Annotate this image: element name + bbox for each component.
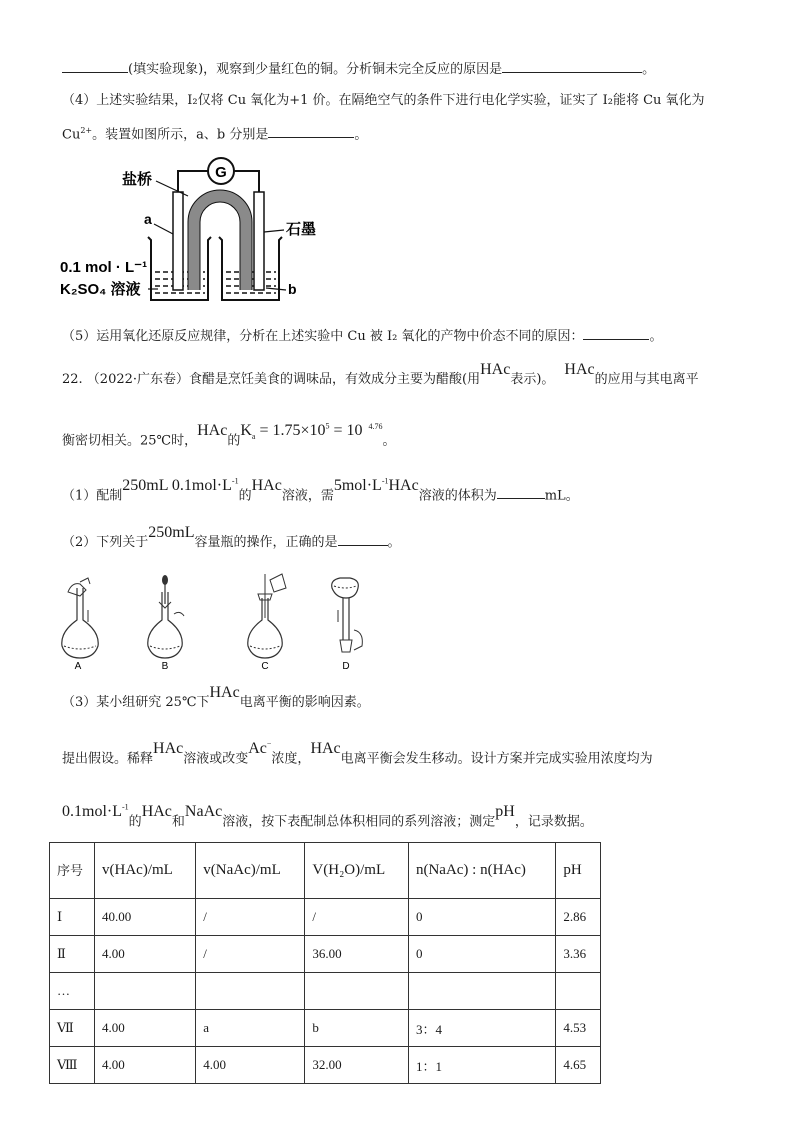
hac-symbol: HAc	[564, 361, 595, 378]
stock-solution	[334, 477, 419, 494]
conc-exponent: -1	[122, 803, 129, 812]
amount-text: 250mL 0.1mol·L	[122, 477, 232, 495]
de-char: 的	[227, 433, 241, 449]
electrode-a	[173, 192, 183, 290]
hypothesis-text1: 提出假设。稀释	[62, 751, 154, 767]
q1-suffix: 溶液的体积为	[418, 488, 497, 504]
cu-symbol: Cu	[62, 127, 81, 143]
wire-right	[234, 171, 259, 192]
q1-mid-text: 溶液，需	[281, 488, 334, 504]
cu-charge: 2+	[80, 126, 93, 135]
answer-blank-reason[interactable]	[502, 60, 642, 73]
graphite-label: 石墨	[286, 221, 317, 238]
q22-2-line	[62, 524, 401, 552]
solution-label-line2: K₂SO₄ 溶液	[60, 281, 141, 298]
period: 。	[387, 535, 401, 550]
cell-index: Ⅱ	[50, 936, 95, 973]
galvanometer	[208, 158, 234, 184]
cell-v-naac	[196, 973, 305, 1010]
cell-v-h2o	[305, 973, 409, 1010]
answer-blank-ab[interactable]	[268, 125, 354, 138]
cell-ph: 4.53	[556, 1010, 601, 1047]
hypothesis-line	[62, 740, 653, 768]
de-char: 的	[128, 814, 142, 830]
cell-ph: 2.86	[556, 899, 601, 936]
header-v-hac: v(HAc)/mL	[95, 843, 196, 899]
q3-suffix: 电离平衡的影响因素。	[239, 695, 370, 710]
cell-ph: 3.36	[556, 936, 601, 973]
hac-symbol: HAc	[153, 740, 184, 758]
cell-v-naac: a	[196, 1010, 305, 1047]
hypothesis-text2: 溶液或改变	[183, 751, 249, 767]
answer-blank-phenomenon[interactable]	[62, 60, 128, 73]
answer-blank-q2[interactable]	[338, 533, 388, 546]
option-b-label: B	[161, 661, 169, 670]
conc-text: 0.1mol·L	[62, 803, 122, 821]
q2-suffix: 容量瓶的操作，正确的是	[194, 535, 338, 550]
cell-index: Ⅶ	[50, 1010, 95, 1047]
cell-v-hac: 40.00	[95, 899, 196, 936]
period: 。	[649, 329, 663, 344]
electrode-graphite	[254, 192, 264, 290]
hac-symbol: HAc	[480, 361, 511, 378]
stock-text: 5mol·L	[333, 477, 382, 495]
option-d-label: D	[342, 661, 350, 670]
q22-intro-text3: 的应用与其电离平	[594, 372, 699, 387]
option-b-figure[interactable]	[148, 575, 184, 670]
option-c-figure[interactable]	[248, 574, 286, 670]
hac-symbol: HAc	[197, 422, 228, 440]
period: 。	[382, 433, 396, 449]
cell-ph	[556, 973, 601, 1010]
cell-ph: 4.65	[556, 1047, 601, 1084]
hypothesis-text3: 浓度，	[271, 751, 311, 767]
concentration	[62, 803, 129, 820]
cell-v-hac	[95, 973, 196, 1010]
period: 。	[354, 127, 368, 143]
ac-symbol: Ac	[248, 740, 267, 758]
hac-symbol: HAc	[141, 803, 172, 821]
cell-v-hac: 4.00	[95, 936, 196, 973]
ml-unit: mL。	[544, 488, 579, 504]
q4-line2	[62, 122, 367, 144]
amount-exponent: -1	[231, 477, 239, 486]
q3-prefix: （3）某小组研究 25℃下	[62, 695, 210, 710]
table-row	[50, 1010, 601, 1047]
salt-bridge-label: 盐桥	[122, 171, 153, 188]
cell-ratio: 0	[408, 936, 555, 973]
header-ph: pH	[556, 843, 601, 899]
q4-text: 。装置如图所示，a、b 分别是	[92, 127, 269, 143]
header-v-naac: v(NaAc)/mL	[196, 843, 305, 899]
q2-prefix: （2）下列关于	[62, 535, 149, 550]
answer-blank-volume[interactable]	[497, 486, 545, 499]
stock-exponent: -1	[381, 477, 389, 486]
experiment-table	[49, 842, 601, 1084]
electrochemical-cell-figure	[60, 152, 330, 308]
table-row	[50, 936, 601, 973]
q22-intro-text1: 22. （2022·广东卷）食醋是烹饪美食的调味品，有效成分主要为醋酸(用	[62, 372, 481, 387]
cell-index: Ⅷ	[50, 1047, 95, 1084]
cell-index: Ⅰ	[50, 899, 95, 936]
cell-v-h2o: /	[305, 899, 409, 936]
label-b: b	[288, 281, 297, 297]
table-row	[50, 973, 601, 1010]
table-row	[50, 899, 601, 936]
cell-v-hac: 4.00	[95, 1047, 196, 1084]
hac-symbol: HAc	[388, 477, 419, 495]
option-a-label: A	[74, 661, 82, 670]
q5-text: （5）运用氧化还原反应规律，分析在上述实验中 Cu 被 I₂ 氧化的产物中价态不同的原因：	[62, 329, 584, 344]
answer-blank-q5[interactable]	[583, 327, 649, 340]
acetate-ion	[248, 740, 271, 757]
q22-ka-line	[62, 422, 396, 456]
ac-charge: −	[266, 740, 272, 749]
hac-symbol: HAc	[310, 740, 341, 758]
cell-v-h2o: b	[305, 1010, 409, 1047]
solution-amount	[122, 477, 238, 494]
he-char: 和	[171, 814, 185, 830]
solution-label-line1: 0.1 mol · L⁻¹	[60, 259, 148, 276]
q22-3-line	[62, 684, 370, 712]
table-row	[50, 1047, 601, 1084]
cell-ratio: 0	[408, 899, 555, 936]
cell-v-hac: 4.00	[95, 1010, 196, 1047]
cell-ratio: 1：1	[408, 1047, 555, 1084]
period: 。	[642, 62, 656, 77]
q22-line2-text: 衡密切相关。25℃时，	[62, 433, 198, 449]
cell-v-h2o: 36.00	[305, 936, 409, 973]
cell-v-naac: 4.00	[196, 1047, 305, 1084]
ka-symbol: K	[240, 422, 252, 440]
naac-symbol: NaAc	[184, 803, 223, 821]
hac-symbol: HAc	[251, 477, 282, 495]
table-header-row	[50, 843, 601, 899]
label-a: a	[144, 211, 152, 227]
ka-power: = 10	[329, 422, 363, 440]
cell-v-naac: /	[196, 899, 305, 936]
cell-index: …	[50, 973, 95, 1010]
concentration-line	[62, 803, 593, 831]
option-a-figure[interactable]	[62, 578, 98, 670]
ph-symbol: pH	[495, 803, 515, 821]
flask-volume: 250mL	[148, 524, 195, 541]
conc-line-text2: ，记录数据。	[514, 814, 593, 830]
ka-subscript: a	[251, 432, 256, 442]
cell-v-naac: /	[196, 936, 305, 973]
cell-ratio: 3：4	[408, 1010, 555, 1047]
salt-bridge	[194, 196, 246, 290]
hypothesis-text4: 电离平衡会发生移动。设计方案并完成实验用浓度均为	[340, 751, 653, 767]
q5-line	[62, 327, 662, 346]
q22-intro	[62, 361, 699, 389]
q22-intro-text2: 表示)。	[510, 372, 555, 387]
q4-line1: （4）上述实验结果，I₂仅将 Cu 氧化为+1 价。在隔绝空气的条件下进行电化学实验，证实了 I₂能将 Cu 氧化为	[62, 93, 705, 108]
q22-1-line	[62, 477, 579, 505]
header-index: 序号	[50, 843, 95, 899]
option-d-figure[interactable]	[332, 578, 363, 670]
header-v-h2o: V(H₂O)/mL	[305, 843, 409, 899]
q1-prefix: （1）配制	[62, 488, 123, 504]
option-c-label: C	[261, 661, 269, 670]
galvanometer-label: G	[215, 164, 227, 181]
reason-text: (填实验现象)，观察到少量红色的铜。分析铜未完全反应的原因是	[128, 62, 503, 77]
pka-exponent: 4.76	[368, 422, 383, 431]
conc-line-text1: 溶液，按下表配制总体积相同的系列溶液；测定	[222, 814, 496, 830]
header-ratio: n(NaAc) : n(HAc)	[408, 843, 555, 899]
de-char: 的	[238, 488, 252, 504]
ka-exponent: 5	[325, 422, 330, 431]
hac-symbol: HAc	[209, 684, 240, 701]
flask-options-figure	[50, 570, 380, 670]
cell-v-h2o: 32.00	[305, 1047, 409, 1084]
ka-value: = 1.75×10	[255, 422, 326, 440]
wire-left	[178, 171, 208, 192]
ka-expression	[240, 422, 383, 442]
q21-reason-line	[62, 60, 655, 79]
cell-ratio	[408, 973, 555, 1010]
